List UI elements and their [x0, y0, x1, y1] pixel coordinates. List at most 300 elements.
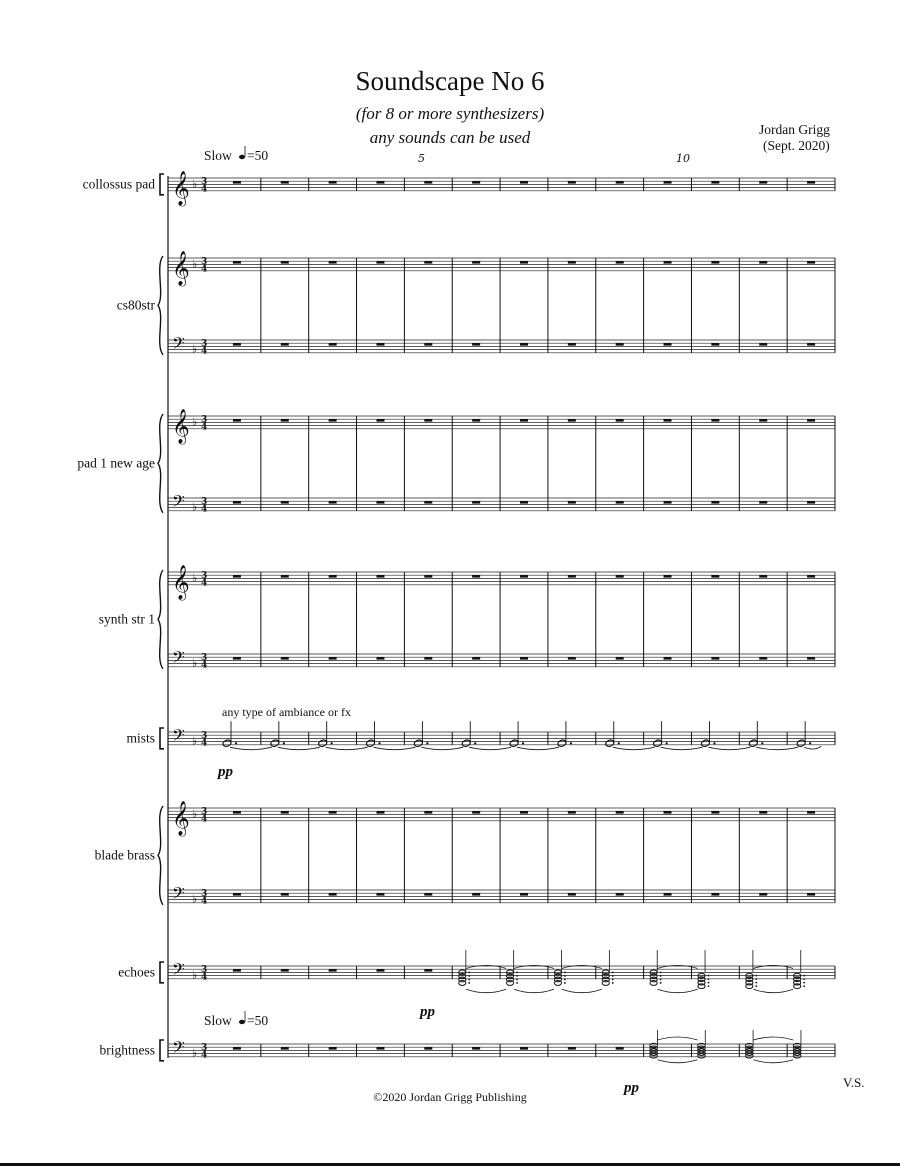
staff-bracket — [160, 174, 164, 195]
whole-rest — [520, 261, 528, 264]
whole-rest — [711, 419, 719, 422]
staff-bracket — [160, 728, 164, 749]
note-dot — [331, 742, 333, 744]
whole-rest — [520, 181, 528, 184]
half-note — [748, 739, 758, 748]
whole-rest — [424, 501, 432, 504]
instrument-name: brightness — [99, 1042, 155, 1058]
score-subtitle-2: any sounds can be used — [369, 128, 531, 147]
tie — [658, 989, 698, 993]
half-note — [318, 739, 328, 748]
whole-rest — [616, 343, 624, 346]
whole-rest — [329, 657, 337, 660]
whole-rest — [568, 811, 576, 814]
note-dot — [612, 982, 614, 984]
note-dot — [564, 972, 566, 974]
time-sig-top: 3 — [201, 496, 208, 507]
treble-clef: 𝄞 — [172, 408, 190, 444]
whole-rest — [376, 1047, 384, 1050]
whole-rest — [329, 181, 337, 184]
whole-rest — [472, 811, 480, 814]
whole-rest — [424, 1047, 432, 1050]
whole-rest — [329, 811, 337, 814]
whole-rest — [376, 811, 384, 814]
whole-rest — [281, 181, 289, 184]
note-dot — [522, 742, 524, 744]
whole-rest — [424, 181, 432, 184]
volti-subito: V.S. — [843, 1075, 865, 1090]
whole-rest — [281, 575, 289, 578]
whole-rest — [616, 181, 624, 184]
whole-rest — [759, 657, 767, 660]
note-dot — [570, 742, 572, 744]
note-dot — [468, 979, 470, 981]
whole-rest — [568, 501, 576, 504]
whole-rest — [616, 893, 624, 896]
dynamic-mists: pp — [218, 764, 233, 780]
whole-rest — [807, 501, 815, 504]
treble-clef: 𝄞 — [172, 170, 190, 206]
tie — [661, 747, 703, 750]
tie — [753, 1060, 793, 1063]
whole-rest — [520, 893, 528, 896]
whole-rest — [472, 1047, 480, 1050]
score-title: Soundscape No 6 — [355, 66, 545, 96]
whole-rest — [759, 261, 767, 264]
whole-rest — [520, 575, 528, 578]
note-dot — [564, 979, 566, 981]
instrument-name: blade brass — [94, 847, 155, 863]
whole-rest — [520, 811, 528, 814]
whole-rest — [472, 501, 480, 504]
whole-rest — [616, 1047, 624, 1050]
half-note — [653, 739, 663, 748]
whole-rest — [329, 575, 337, 578]
whole-rest — [329, 969, 337, 972]
whole-rest — [520, 501, 528, 504]
tempo-top-note — [239, 155, 245, 159]
tie — [658, 1060, 698, 1063]
time-sig-bottom: 4 — [201, 346, 208, 357]
time-sig-bottom: 4 — [201, 504, 208, 515]
note-dot — [708, 985, 710, 987]
whole-rest — [759, 501, 767, 504]
whole-rest — [233, 969, 241, 972]
whole-rest — [424, 969, 432, 972]
whole-rest — [329, 501, 337, 504]
whole-rest — [281, 501, 289, 504]
key-flat: ♭ — [192, 1046, 198, 1060]
time-sig-top: 3 — [201, 730, 208, 741]
expression-text: any type of ambiance or fx — [222, 705, 351, 719]
tie — [753, 1037, 793, 1040]
whole-rest — [472, 181, 480, 184]
whole-rest — [568, 893, 576, 896]
whole-rest — [568, 575, 576, 578]
whole-rest — [424, 893, 432, 896]
time-sig-bottom: 4 — [201, 738, 208, 749]
note-dot — [755, 978, 757, 980]
bass-clef: 𝄢 — [172, 332, 185, 357]
whole-rest — [329, 893, 337, 896]
whole-rest — [329, 1047, 337, 1050]
half-note — [461, 739, 471, 748]
whole-rest — [233, 261, 241, 264]
tempo-top-word: Slow — [204, 148, 232, 163]
tempo-brightness-word: Slow — [204, 1013, 232, 1028]
treble-clef: 𝄞 — [172, 800, 190, 836]
instrument-name: synth str 1 — [98, 611, 155, 627]
bass-clef: 𝄢 — [172, 646, 185, 671]
whole-rest — [281, 261, 289, 264]
note-dot — [755, 975, 757, 977]
whole-rest — [711, 181, 719, 184]
dynamic-echoes: pp — [420, 1004, 435, 1020]
whole-rest — [233, 1047, 241, 1050]
whole-rest — [664, 575, 672, 578]
half-note — [270, 739, 280, 748]
whole-rest — [807, 261, 815, 264]
staff-brace — [158, 256, 163, 355]
whole-rest — [281, 419, 289, 422]
treble-clef: 𝄞 — [172, 250, 190, 286]
tie — [466, 989, 506, 993]
half-note — [366, 739, 376, 748]
whole-rest — [281, 969, 289, 972]
whole-rest — [664, 501, 672, 504]
whole-rest — [664, 893, 672, 896]
time-sig-top: 3 — [201, 888, 208, 899]
whole-rest — [472, 261, 480, 264]
half-note — [413, 739, 423, 748]
time-sig-bottom: 4 — [201, 660, 208, 671]
tie — [469, 747, 511, 750]
note-dot — [755, 982, 757, 984]
note-dot — [378, 742, 380, 744]
whole-rest — [233, 811, 241, 814]
whole-rest — [233, 501, 241, 504]
time-sig-bottom: 4 — [201, 422, 208, 433]
tie — [514, 989, 554, 993]
time-sig-top: 3 — [201, 338, 208, 349]
note-dot — [283, 742, 285, 744]
note-dot — [708, 978, 710, 980]
score-subtitle: (for 8 or more synthesizers) — [355, 104, 545, 123]
whole-rest — [376, 419, 384, 422]
tie — [708, 747, 750, 750]
whole-rest — [376, 575, 384, 578]
whole-rest — [759, 811, 767, 814]
half-note — [222, 739, 232, 748]
half-note — [796, 739, 806, 748]
whole-rest — [807, 893, 815, 896]
tie — [753, 989, 793, 993]
bass-clef: 𝄢 — [172, 490, 185, 515]
note-dot — [612, 972, 614, 974]
whole-rest — [376, 893, 384, 896]
whole-rest — [711, 657, 719, 660]
whole-rest — [711, 343, 719, 346]
whole-rest — [233, 419, 241, 422]
whole-rest — [759, 343, 767, 346]
time-sig-top: 3 — [201, 652, 208, 663]
tempo-brightness-note — [239, 1020, 245, 1024]
whole-rest — [233, 181, 241, 184]
note-dot — [708, 975, 710, 977]
composer-name: Jordan Grigg — [759, 122, 830, 137]
tie — [278, 747, 320, 750]
key-flat: ♭ — [192, 968, 198, 982]
whole-rest — [807, 419, 815, 422]
time-sig-bottom: 4 — [201, 896, 208, 907]
time-sig-top: 3 — [201, 414, 208, 425]
tie — [658, 1037, 698, 1040]
note-dot — [516, 972, 518, 974]
tempo-top-value: =50 — [247, 148, 269, 163]
whole-rest — [759, 419, 767, 422]
note-dot — [564, 975, 566, 977]
instrument-name: mists — [126, 730, 155, 746]
note-dot — [516, 975, 518, 977]
whole-rest — [472, 419, 480, 422]
whole-rest — [664, 343, 672, 346]
note-dot — [803, 982, 805, 984]
note-dot — [755, 985, 757, 987]
tie — [374, 747, 416, 750]
half-note — [700, 739, 710, 748]
whole-rest — [711, 501, 719, 504]
time-sig-bottom: 4 — [201, 814, 208, 825]
chord-note — [602, 981, 609, 986]
whole-rest — [424, 343, 432, 346]
note-dot — [468, 972, 470, 974]
time-sig-bottom: 4 — [201, 972, 208, 983]
whole-rest — [233, 657, 241, 660]
tie — [421, 747, 463, 750]
tie — [613, 747, 655, 750]
half-note — [509, 739, 519, 748]
chord-note — [506, 981, 513, 986]
chord-note — [650, 981, 657, 986]
whole-rest — [616, 261, 624, 264]
composition-date: (Sept. 2020) — [763, 138, 830, 153]
time-sig-top: 3 — [201, 964, 208, 975]
whole-rest — [520, 657, 528, 660]
whole-rest — [520, 1047, 528, 1050]
half-note — [557, 739, 567, 748]
whole-rest — [664, 181, 672, 184]
note-dot — [803, 975, 805, 977]
whole-rest — [616, 419, 624, 422]
key-flat: ♭ — [192, 734, 198, 748]
whole-rest — [329, 419, 337, 422]
staff-bracket — [160, 1040, 164, 1061]
whole-rest — [664, 657, 672, 660]
note-dot — [468, 975, 470, 977]
tie — [326, 747, 368, 750]
note-dot — [516, 979, 518, 981]
whole-rest — [424, 657, 432, 660]
whole-rest — [568, 343, 576, 346]
whole-rest — [759, 575, 767, 578]
time-sig-bottom: 4 — [201, 1050, 208, 1061]
whole-rest — [233, 343, 241, 346]
note-dot — [708, 982, 710, 984]
whole-rest — [520, 343, 528, 346]
key-flat: ♭ — [192, 807, 198, 821]
whole-rest — [472, 893, 480, 896]
measure-number-5: 5 — [418, 152, 425, 165]
note-dot — [235, 742, 237, 744]
whole-rest — [424, 261, 432, 264]
whole-rest — [568, 261, 576, 264]
note-dot — [803, 985, 805, 987]
whole-rest — [616, 657, 624, 660]
whole-rest — [568, 657, 576, 660]
whole-rest — [616, 501, 624, 504]
note-dot — [612, 979, 614, 981]
whole-rest — [281, 893, 289, 896]
whole-rest — [711, 811, 719, 814]
key-flat: ♭ — [192, 571, 198, 585]
tie — [562, 989, 602, 993]
note-dot — [618, 742, 620, 744]
chord-note — [459, 981, 466, 986]
note-dot — [516, 982, 518, 984]
note-dot — [803, 978, 805, 980]
whole-rest — [807, 343, 815, 346]
note-dot — [660, 975, 662, 977]
note-dot — [660, 972, 662, 974]
tie — [756, 747, 798, 750]
whole-rest — [424, 811, 432, 814]
whole-rest — [759, 893, 767, 896]
key-flat: ♭ — [192, 656, 198, 670]
staff-brace — [158, 806, 163, 905]
measure-number-10: 10 — [676, 152, 690, 165]
whole-rest — [281, 657, 289, 660]
whole-rest — [281, 1047, 289, 1050]
whole-rest — [807, 657, 815, 660]
note-dot — [564, 982, 566, 984]
bass-clef: 𝄢 — [172, 882, 185, 907]
note-dot — [660, 979, 662, 981]
key-flat: ♭ — [192, 892, 198, 906]
whole-rest — [281, 343, 289, 346]
note-dot — [468, 982, 470, 984]
staff-bracket — [160, 962, 164, 983]
whole-rest — [376, 969, 384, 972]
whole-rest — [807, 575, 815, 578]
whole-rest — [616, 811, 624, 814]
tie — [230, 747, 272, 750]
bass-clef: 𝄢 — [172, 1036, 185, 1061]
whole-rest — [616, 575, 624, 578]
whole-rest — [568, 1047, 576, 1050]
whole-rest — [807, 811, 815, 814]
instrument-name: cs80str — [116, 297, 155, 313]
whole-rest — [424, 419, 432, 422]
dynamic-brightness: pp — [624, 1080, 639, 1096]
whole-rest — [376, 261, 384, 264]
note-dot — [809, 742, 811, 744]
whole-rest — [329, 261, 337, 264]
whole-rest — [568, 419, 576, 422]
whole-rest — [664, 811, 672, 814]
time-sig-top: 3 — [201, 176, 208, 187]
copyright-footer: ©2020 Jordan Grigg Publishing — [373, 1090, 527, 1104]
whole-rest — [759, 181, 767, 184]
note-dot — [660, 982, 662, 984]
chord-note — [554, 981, 561, 986]
whole-rest — [664, 261, 672, 264]
time-sig-top: 3 — [201, 256, 208, 267]
whole-rest — [376, 657, 384, 660]
whole-rest — [711, 575, 719, 578]
instrument-name: echoes — [118, 964, 155, 980]
time-sig-bottom: 4 — [201, 184, 208, 195]
key-flat: ♭ — [192, 415, 198, 429]
note-dot — [761, 742, 763, 744]
time-sig-top: 3 — [201, 1042, 208, 1053]
half-note — [605, 739, 615, 748]
time-sig-top: 3 — [201, 806, 208, 817]
whole-rest — [233, 893, 241, 896]
whole-rest — [711, 261, 719, 264]
time-sig-top: 3 — [201, 570, 208, 581]
whole-rest — [376, 501, 384, 504]
key-flat: ♭ — [192, 257, 198, 271]
whole-rest — [233, 575, 241, 578]
key-flat: ♭ — [192, 500, 198, 514]
tie — [804, 746, 821, 749]
note-dot — [426, 742, 428, 744]
note-dot — [612, 975, 614, 977]
whole-rest — [472, 657, 480, 660]
staff-brace — [158, 570, 163, 669]
whole-rest — [807, 181, 815, 184]
instrument-name: pad 1 new age — [77, 455, 155, 471]
whole-rest — [568, 181, 576, 184]
note-dot — [474, 742, 476, 744]
tempo-brightness-value: =50 — [247, 1013, 269, 1028]
tie — [517, 747, 559, 750]
time-sig-bottom: 4 — [201, 578, 208, 589]
whole-rest — [472, 575, 480, 578]
whole-rest — [376, 343, 384, 346]
whole-rest — [281, 811, 289, 814]
staff-brace — [158, 414, 163, 513]
note-dot — [713, 742, 715, 744]
key-flat: ♭ — [192, 342, 198, 356]
whole-rest — [424, 575, 432, 578]
bass-clef: 𝄢 — [172, 958, 185, 983]
whole-rest — [664, 419, 672, 422]
treble-clef: 𝄞 — [172, 564, 190, 600]
instrument-name: collossus pad — [82, 176, 155, 192]
whole-rest — [711, 893, 719, 896]
whole-rest — [329, 343, 337, 346]
whole-rest — [376, 181, 384, 184]
whole-rest — [520, 419, 528, 422]
note-dot — [666, 742, 668, 744]
chord-note — [794, 984, 801, 989]
bass-clef: 𝄢 — [172, 724, 185, 749]
whole-rest — [472, 343, 480, 346]
time-sig-bottom: 4 — [201, 264, 208, 275]
chord-note — [746, 984, 753, 989]
key-flat: ♭ — [192, 177, 198, 191]
